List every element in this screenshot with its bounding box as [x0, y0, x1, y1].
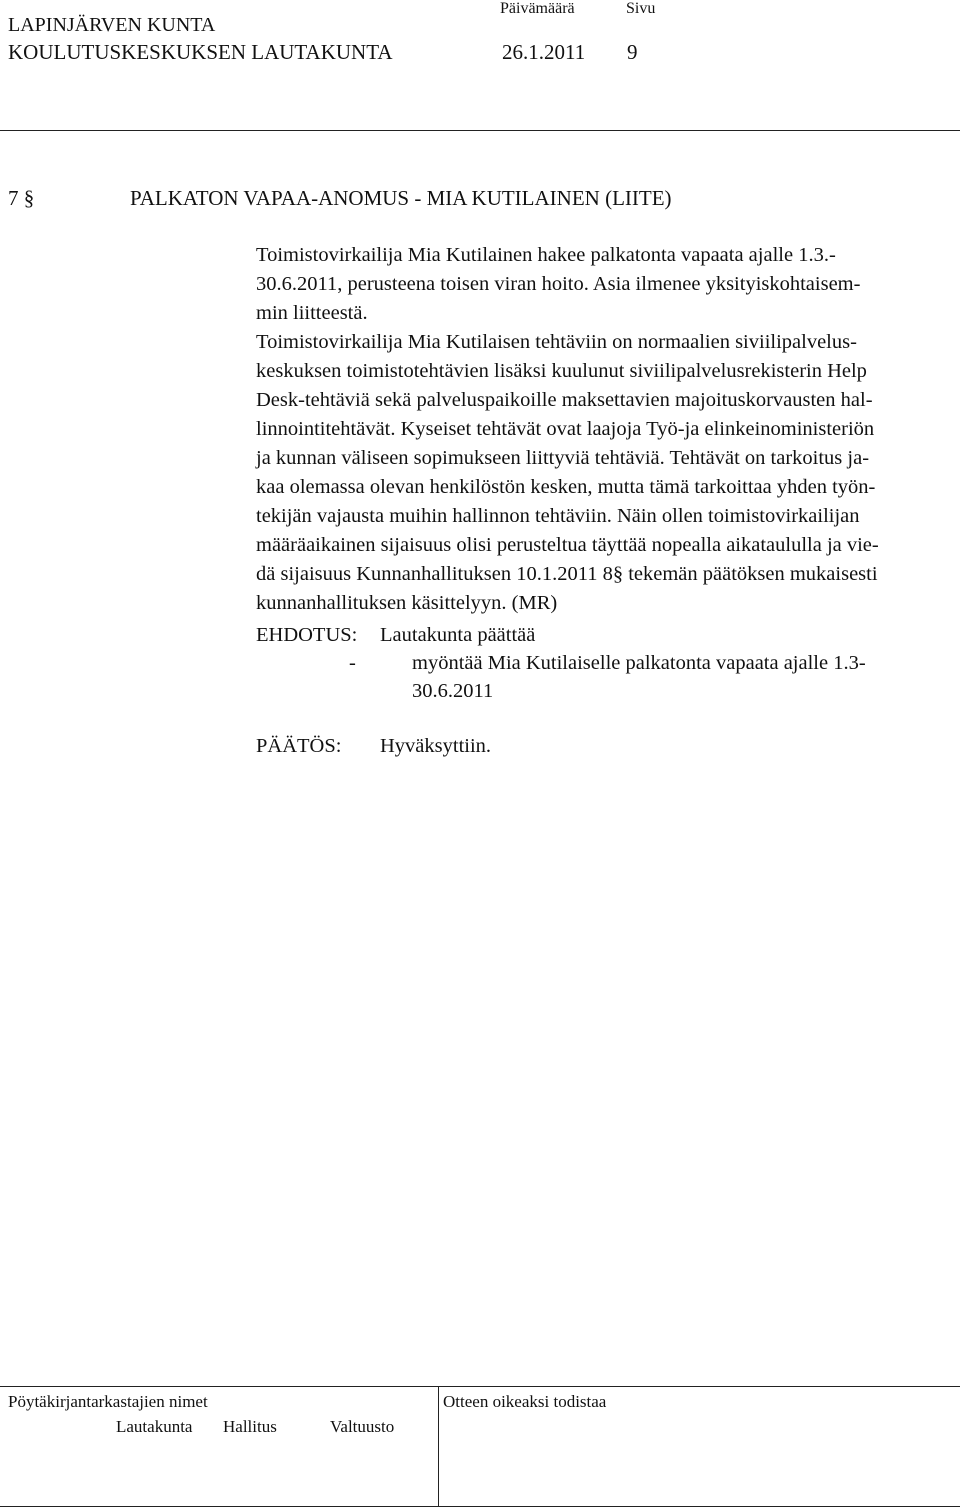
paragraph-line: dä sijaisuus Kunnanhallituksen 10.1.2011 8§ tekemän päätöksen mukaisesti [256, 563, 878, 585]
paragraph-line: Toimistovirkailija Mia Kutilaisen tehtäviin on normaalien siviilipalvelus- [256, 331, 857, 353]
body-label-lautakunta: Lautakunta [116, 1417, 193, 1436]
proposal-item-line: 30.6.2011 [412, 680, 494, 702]
paragraph-line: 30.6.2011, perusteena toisen viran hoito. Asia ilmenee yksityiskohtaisem- [256, 273, 861, 295]
paragraph-line: keskuksen toimistotehtävien lisäksi kuulunut siviilipalvelusrekisterin Help [256, 360, 867, 382]
paragraph-application [256, 241, 956, 328]
page-label: Sivu [626, 0, 656, 17]
paragraph-line: määräaikainen sijaisuus olisi perusteltua täyttää nopealla aikataululla ja vie- [256, 534, 879, 556]
header-divider [0, 130, 960, 131]
date-label: Päivämäärä [500, 0, 575, 17]
paragraph-line: linnointitehtävät. Kyseiset tehtävät ovat laajoja Työ-ja elinkeinoministeriön [256, 418, 875, 440]
footer-top-rule [0, 1386, 960, 1387]
signatories-label: Pöytäkirjantarkastajien nimet [8, 1392, 208, 1411]
section-number: 7 § [8, 186, 35, 210]
proposal-text: Lautakunta päättää [380, 624, 536, 646]
paragraph-line: ja kunnan väliseen sopimukseen liittyviä tehtäviä. Tehtävät on tarkoitus ja- [256, 447, 870, 469]
decision-label: PÄÄTÖS: [256, 735, 342, 757]
proposal-item-dash: - [349, 652, 356, 674]
body-label-hallitus: Hallitus [223, 1417, 277, 1436]
paragraph-line: min liitteestä. [256, 302, 368, 324]
organization-name: LAPINJÄRVEN KUNTA [8, 14, 216, 36]
meeting-date: 26.1.2011 [502, 40, 586, 64]
paragraph-justification [256, 328, 956, 618]
section-title: PALKATON VAPAA-ANOMUS - MIA KUTILAINEN (LIITE) [130, 186, 672, 210]
paragraph-line: tekijän vajausta muihin hallinnon tehtäviin. Näin ollen toimistovirkailijan [256, 505, 860, 527]
paragraph-line: Toimistovirkailija Mia Kutilainen hakee palkatonta vapaata ajalle 1.3.- [256, 244, 836, 266]
page-number: 9 [627, 40, 638, 64]
footer-column-divider [438, 1387, 439, 1507]
footer-bottom-rule [0, 1506, 960, 1507]
paragraph-line: kaa olemassa olevan henkilöstön kesken, mutta tämä tarkoittaa yhden työn- [256, 476, 876, 498]
certified-label: Otteen oikeaksi todistaa [443, 1392, 607, 1411]
decision-text: Hyväksyttiin. [380, 735, 492, 757]
proposal-label: EHDOTUS: [256, 624, 358, 646]
paragraph-line: Desk-tehtäviä sekä palveluspaikoille maksettavien majoituskorvausten hal- [256, 389, 873, 411]
paragraph-line: kunnanhallituksen käsittelyyn. (MR) [256, 592, 558, 614]
proposal-item-line: myöntää Mia Kutilaiselle palkatonta vapaata ajalle 1.3- [412, 652, 866, 674]
board-name: KOULUTUSKESKUKSEN LAUTAKUNTA [8, 40, 393, 64]
body-label-valtuusto: Valtuusto [330, 1417, 395, 1436]
